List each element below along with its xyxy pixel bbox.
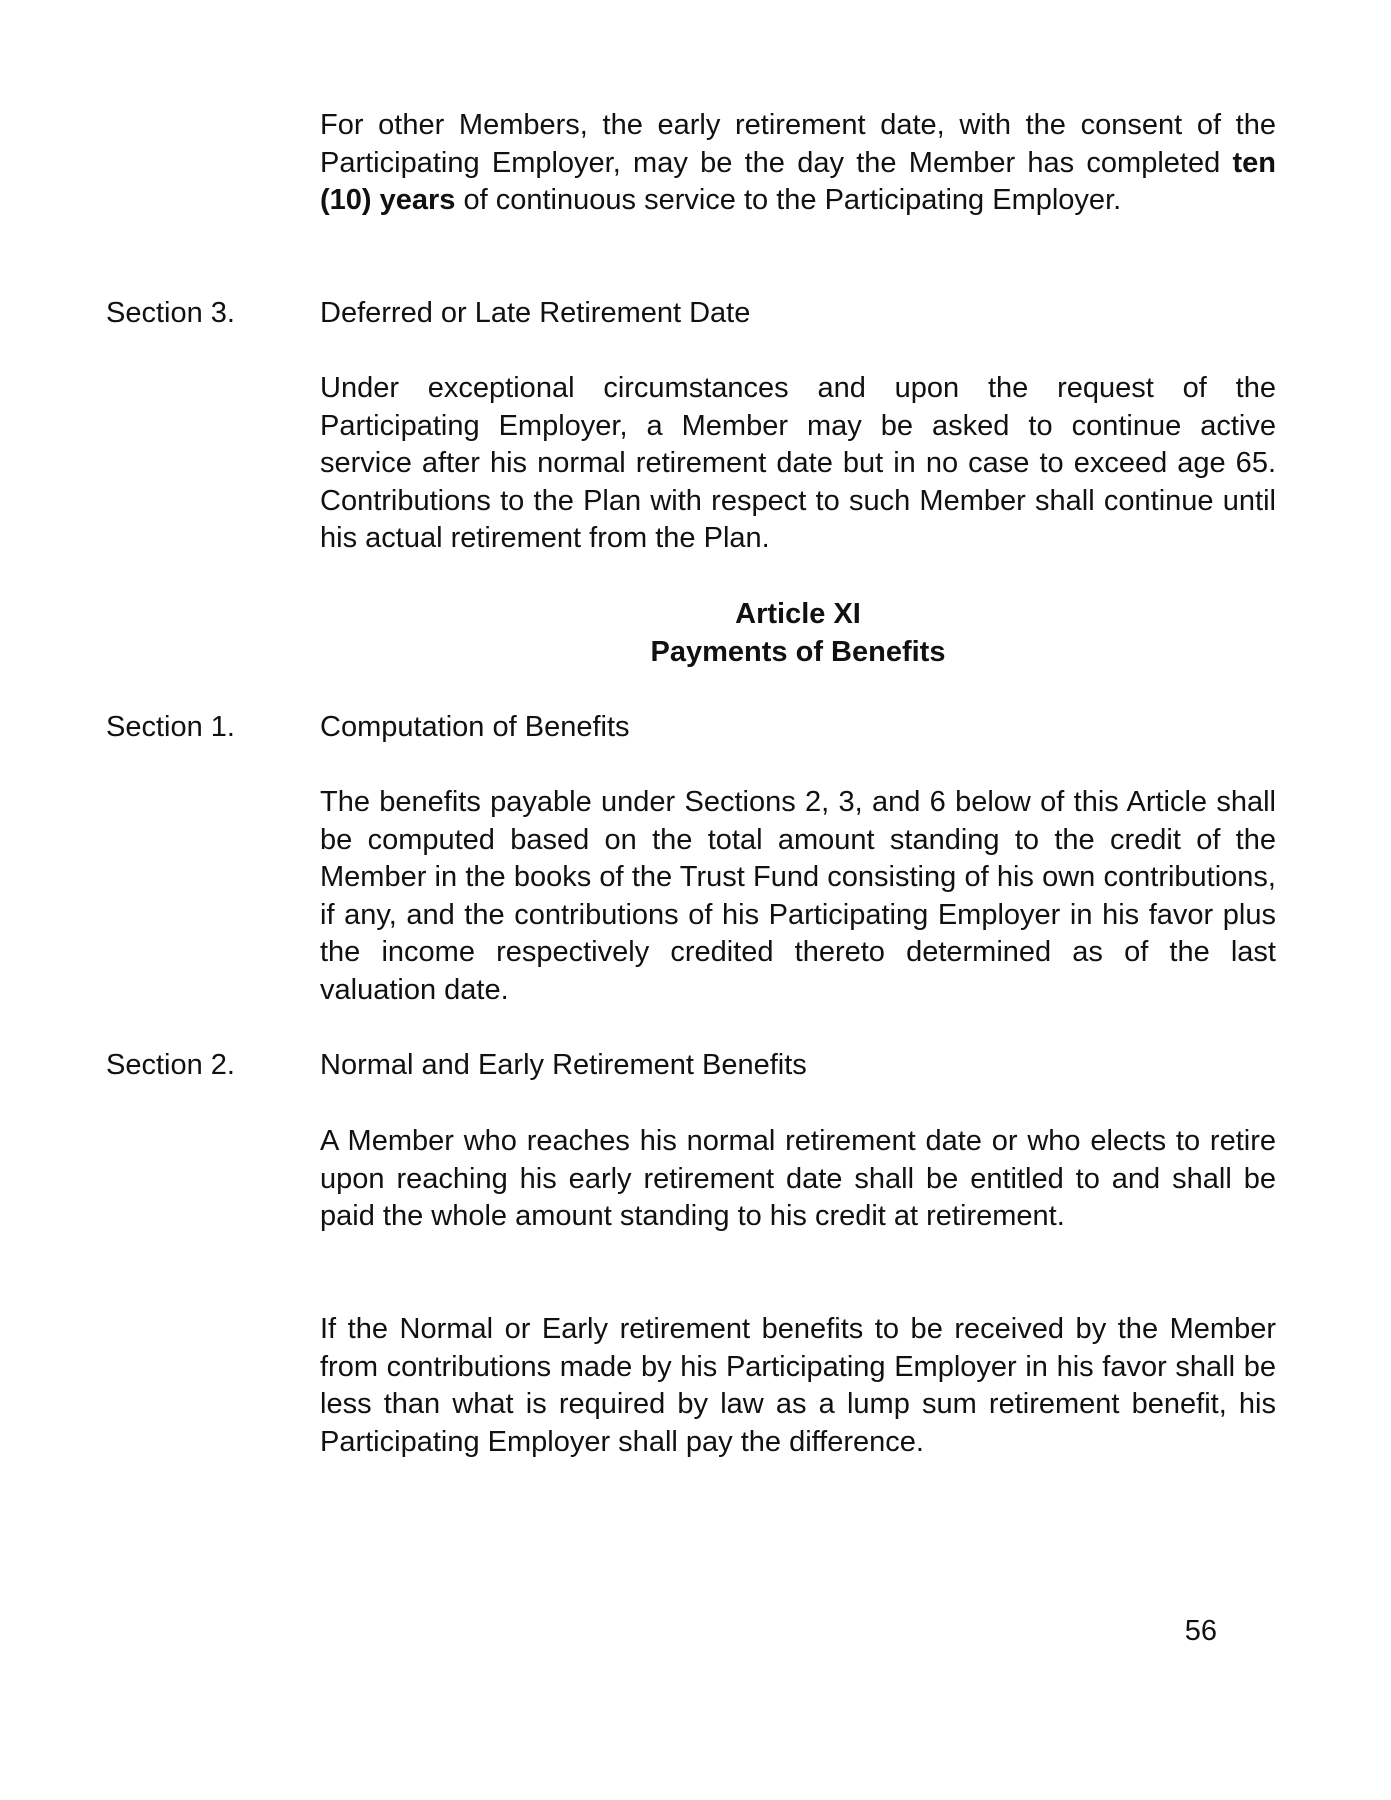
- section-3-label: Section 3.: [106, 297, 235, 329]
- section-1-title: Computation of Benefits: [320, 711, 630, 743]
- section-3-body: Under exceptional circumstances and upon the request of the Participating Employer, a Member may be asked to continue active service after his normal retirement date but in no case to exceed age 65. Contributions to the Plan with respect to such Member shall continue until his actual retirement from the Plan.: [320, 372, 1276, 554]
- section-1-label: Section 1.: [106, 711, 235, 743]
- section-1-body: The benefits payable under Sections 2, 3, and 6 below of this Article shall be computed based on the total amount standing to the credit of the Member in the books of the Trust Fund consisting of his own contributions, if any, and the contributions of his Participating Employer in his favor plus the income respectively credited thereto determined as of the last valuation date.: [320, 786, 1276, 1006]
- section-2-body-2: If the Normal or Early retirement benefits to be received by the Member from contributions made by his Participating Employer in his favor shall be less than what is required by law as a lump sum retirement benefit, his Participating Employer shall pay the difference.: [320, 1313, 1276, 1458]
- section-2-body-1: A Member who reaches his normal retirement date or who elects to retire upon reaching his early retirement date shall be entitled to and shall be paid the whole amount standing to his credit at retirement.: [320, 1125, 1276, 1232]
- early-retirement-text-after: of continuous service to the Participating Employer.: [455, 184, 1122, 216]
- early-retirement-paragraph: [320, 107, 1276, 220]
- early-retirement-text-before: For other Members, the early retirement date, with the consent of the Participating Employer, may be the day the Member has completed: [320, 109, 1276, 179]
- article-title: Payments of Benefits: [650, 636, 946, 668]
- article-number: Article XI: [735, 598, 861, 630]
- ten-years-emphasis: ten (10) years: [320, 146, 1276, 216]
- section-3-title: Deferred or Late Retirement Date: [320, 297, 751, 329]
- page-number: 56: [1184, 1615, 1217, 1647]
- section-2-label: Section 2.: [106, 1049, 235, 1081]
- section-2-title: Normal and Early Retirement Benefits: [320, 1049, 807, 1081]
